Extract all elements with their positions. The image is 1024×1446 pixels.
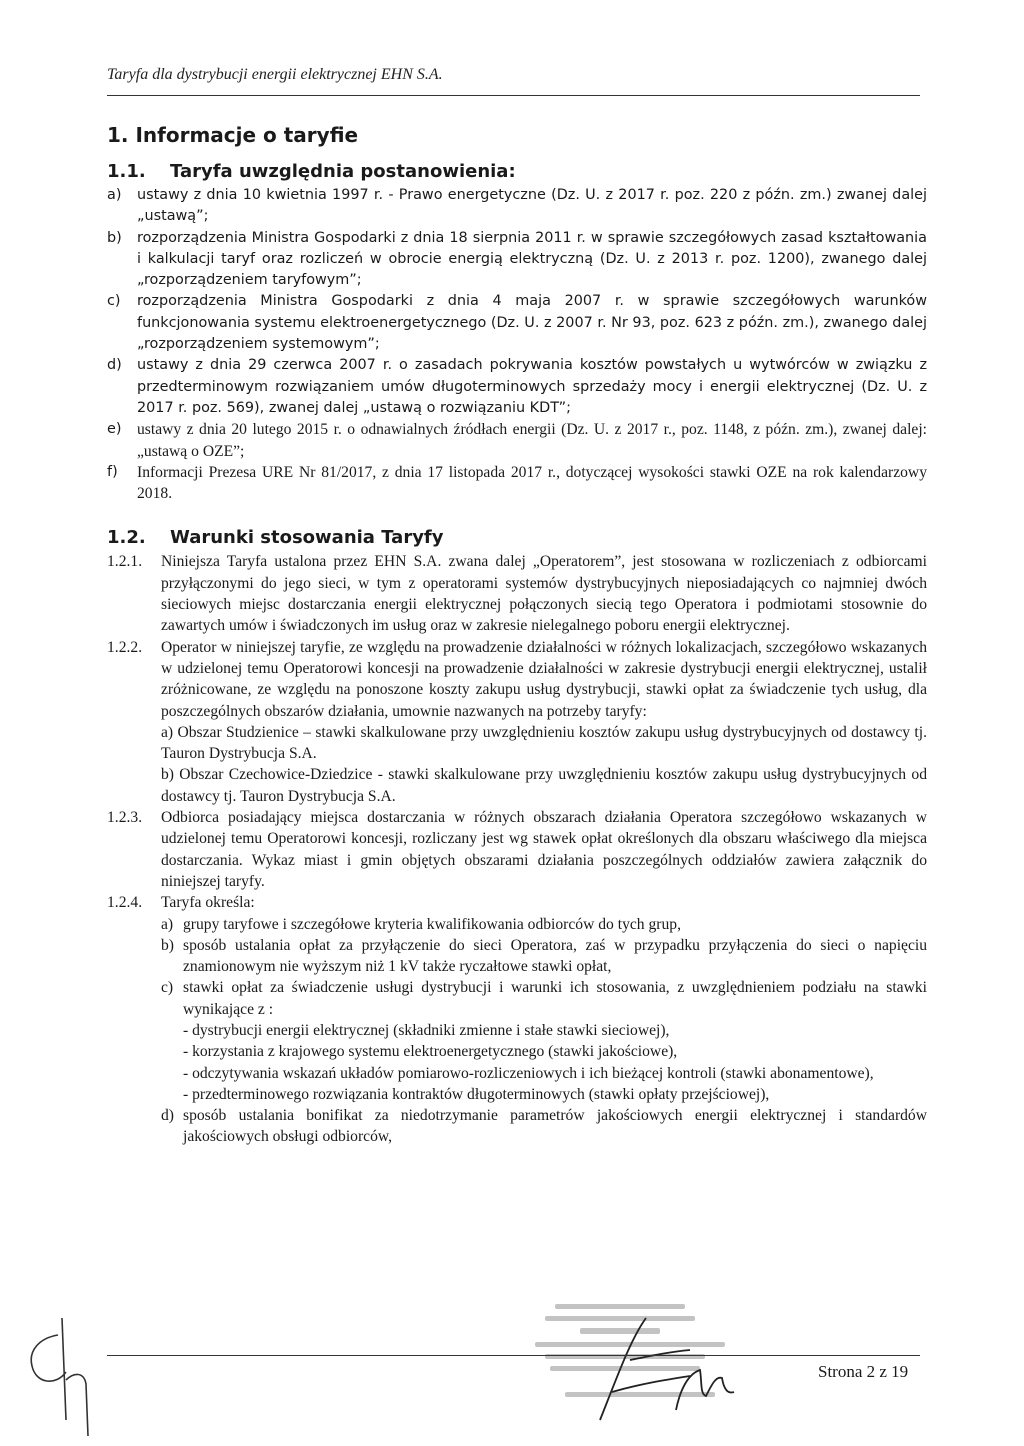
paragraph-text: Niniejsza Taryfa ustalona przez EHN S.A. zwana dalej „Operatorem”, jest stosowana w rozliczeniach z odbiorcami przyłączonymi do jego sieci, w tym z operatorami systemów dystrybucyjnych nieposiadających co najmniej dwóch sieciowych miejsc dostarczania energii elektrycznej połączonych siecią tego Operatora i podmiotami stosownie do zawartych umów i świadczonych im usług oraz w zakresie nielegalnego poboru energii elektrycznej. [161,553,927,635]
item-marker: c) [107,293,121,310]
dash-item: - korzystania z krajowego systemu elektroenergetycznego (stawki jakościowe), [183,1043,678,1061]
item-text: ustawy z dnia 20 lutego 2015 r. o odnawialnych źródłach energii (Dz. U. z 2017 r., poz. 1148, z późn. zm.), zwanej dalej: „ustawą o OZE”; [137,421,927,460]
paragraph-intro: Taryfa określa: [161,894,255,912]
item-marker: c) [161,979,174,997]
subsection-title: Taryfa uwzględnia postanowienia: [170,161,516,182]
paragraph-number: 1.2.4. [107,894,143,912]
subsection-title: Warunki stosowania Taryfy [170,527,444,549]
area-item-b: b) Obszar Czechowice-Dziedzice - stawki skalkulowane przy uwzględnieniu kosztów zakupu usług dystrybucyjnych od dostawcy tj. Tauron Dystrybucja S.A. [161,766,927,805]
item-marker: f) [107,463,118,480]
handwritten-signature [600,1318,734,1420]
initials-signature [31,1318,88,1436]
running-header: Taryfa dla dystrybucji energii elektrycznej EHN S.A. [107,66,443,83]
item-text: grupy taryfowe i szczegółowe kryteria kwalifikowania odbiorców do tych grup, [183,915,681,933]
footer-rule [107,1355,920,1356]
dash-item: - przedterminowego rozwiązania kontraktów długoterminowych (stawki opłaty przejściowej), [183,1085,770,1103]
item-text: Informacji Prezesa URE Nr 81/2017, z dnia 17 listopada 2017 r., dotyczącej wysokości stawki OZE na rok kalendarzowy 2018. [137,463,927,503]
item-marker: b) [161,936,174,954]
area-item-a: a) Obszar Studzienice – stawki skalkulowane przy uwzględnieniu kosztów zakupu usług dystrybucyjnych od dostawcy tj. Tauron Dystrybucja S.A. [161,723,927,763]
item-marker: d) [107,357,122,374]
section-title: 1. Informacje o taryfie [107,123,359,147]
dash-item: - dystrybucji energii elektrycznej (składniki zmienne i stałe stawki sieciowej), [183,1021,670,1039]
item-text: sposób ustalania bonifikat za niedotrzymanie parametrów jakościowych energii elektrycznej i standardów jakościowych obsługi odbiorców, [183,1107,927,1146]
paragraph-number: 1.2.1. [107,553,143,571]
item-text: sposób ustalania opłat za przyłączenie do sieci Operatora, zaś w przypadku przyłączenia do sieci o napięciu znamionowym nie wyższym niż 1 kV także ryczałtowe stawki opłat, [183,936,927,976]
page-number: Strona 2 z 19 [818,1362,909,1381]
item-text: ustawy z dnia 10 kwietnia 1997 r. - Prawo energetyczne (Dz. U. z 2017 r. poz. 220 z późn. zm.) zwanej dalej „ustawą”; [137,187,927,225]
item-marker: a) [107,187,122,203]
paragraph-text: Operator w niniejszej taryfie, ze względu na prowadzenie działalności w różnych lokalizacjach, szczegółowo wskazanych w udzielonej temu Operatorowi koncesji na prowadzenie działalności w zakresie dystrybucji energii elektrycznej, ustalił zróżnicowane, ze względu na ponoszone koszty zakupu usług dystrybucji, stawki opłat za świadczenie tych usług, dla poszczególnych obszarów działania, umownie nazwanych na potrzeby taryfy: [161,638,927,720]
item-marker: e) [107,421,122,438]
item-text: stawki opłat za świadczenie usługi dystrybucji i warunki ich stosowania, z uwzględnieniem podziału na stawki wynikające z : [183,979,927,1018]
subsection-number: 1.2. [107,527,146,549]
item-marker: a) [161,915,174,933]
subsection-number: 1.1. [107,161,146,182]
paragraph-number: 1.2.3. [107,809,143,827]
dash-item: - odczytywania wskazań układów pomiarowo-rozliczeniowych i ich bieżącej kontroli (stawki abonamentowe), [183,1064,874,1082]
paragraph-text: Odbiorca posiadający miejsca dostarczania w różnych obszarach działania Operatora szczegółowo wskazanych w udzielonej temu Operatorowi koncesji, rozliczany jest wg stawek opłat określonych dla obszaru właściwego dla miejsca dostarczania. Wykaz miast i gmin objętych obszarami działania poszczególnych oddziałów zawiera załącznik do niniejszej taryfy. [161,809,927,890]
item-text: rozporządzenia Ministra Gospodarki z dnia 4 maja 2007 r. w sprawie szczegółowych warunków funkcjonowania systemu elektroenergetycznego (Dz. U. z 2007 r. Nr 93, poz. 623 z późn. zm.), zwanego dalej „rozporządzeniem systemowym”; [137,293,927,353]
item-marker: d) [161,1107,174,1125]
item-text: rozporządzenia Ministra Gospodarki z dnia 18 sierpnia 2011 r. w sprawie szczegółowych zasad kształtowania i kalkulacji taryf oraz rozliczeń w obrocie energią elektryczną (Dz. U. z 2013 r. poz. 1200), zwanego dalej „rozporządzeniem taryfowym”; [137,229,927,289]
item-marker: b) [107,229,122,246]
item-text: ustawy z dnia 29 czerwca 2007 r. o zasadach pokrywania kosztów powstałych u wytwórców w związku z przedterminowym rozwiązaniem umów długoterminowych sprzedaży mocy i energii elektrycznej (Dz. U. z 2017 r. poz. 569), zwanej dalej „ustawą o rozwiązaniu KDT”; [137,357,927,416]
paragraph-number: 1.2.2. [107,638,143,656]
